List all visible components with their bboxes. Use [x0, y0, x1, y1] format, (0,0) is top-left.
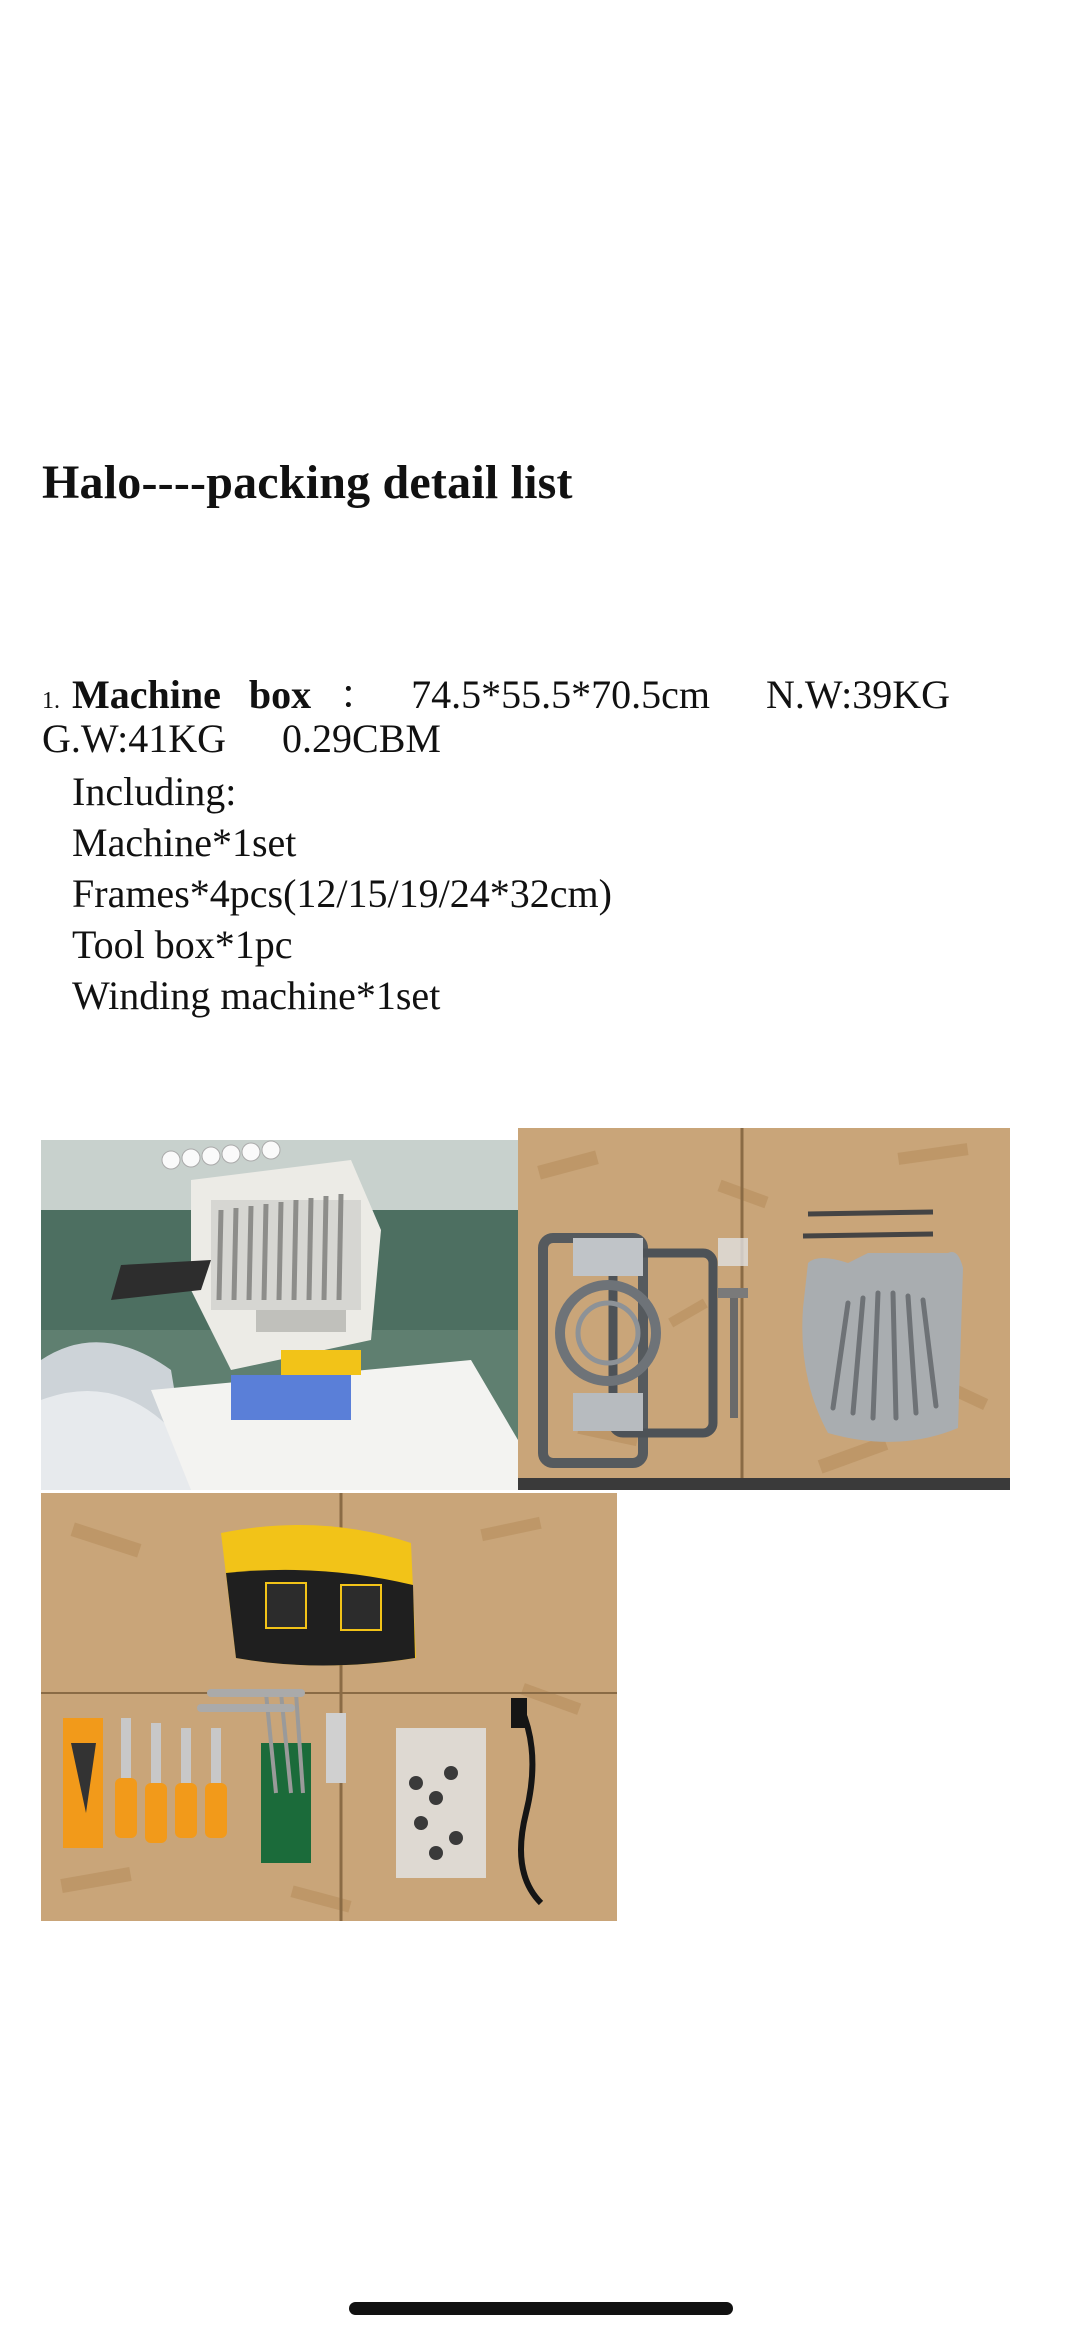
home-indicator[interactable] [349, 2302, 733, 2315]
list-item: Winding machine*1set [72, 973, 441, 1018]
list-item: Frames*4pcs(12/15/19/24*32cm) [72, 871, 612, 916]
item-dimensions: 74.5*55.5*70.5cm [411, 672, 710, 717]
item-gross-weight: G.W:41KG [42, 716, 227, 761]
contents-list [72, 766, 612, 1021]
item-net-weight: N.W:39KG [766, 672, 951, 717]
item-colon: ： [339, 672, 380, 717]
machine-photo [41, 1140, 518, 1490]
frames-illustration [518, 1128, 1010, 1490]
item-weight-line [42, 715, 441, 762]
item-name: Machine box [72, 672, 312, 717]
including-label: Including: [72, 769, 237, 814]
frames-photo [518, 1128, 1010, 1490]
toolbox-illustration [41, 1493, 617, 1921]
list-item: Machine*1set [72, 820, 297, 865]
machine-illustration [41, 1140, 518, 1490]
toolbox-photo [41, 1493, 617, 1921]
list-item: Tool box*1pc [72, 922, 293, 967]
item-header-line [42, 663, 1042, 720]
item-number: 1. [42, 688, 60, 714]
item-volume: 0.29CBM [282, 716, 441, 761]
page-title: Halo----packing detail list [42, 456, 573, 509]
